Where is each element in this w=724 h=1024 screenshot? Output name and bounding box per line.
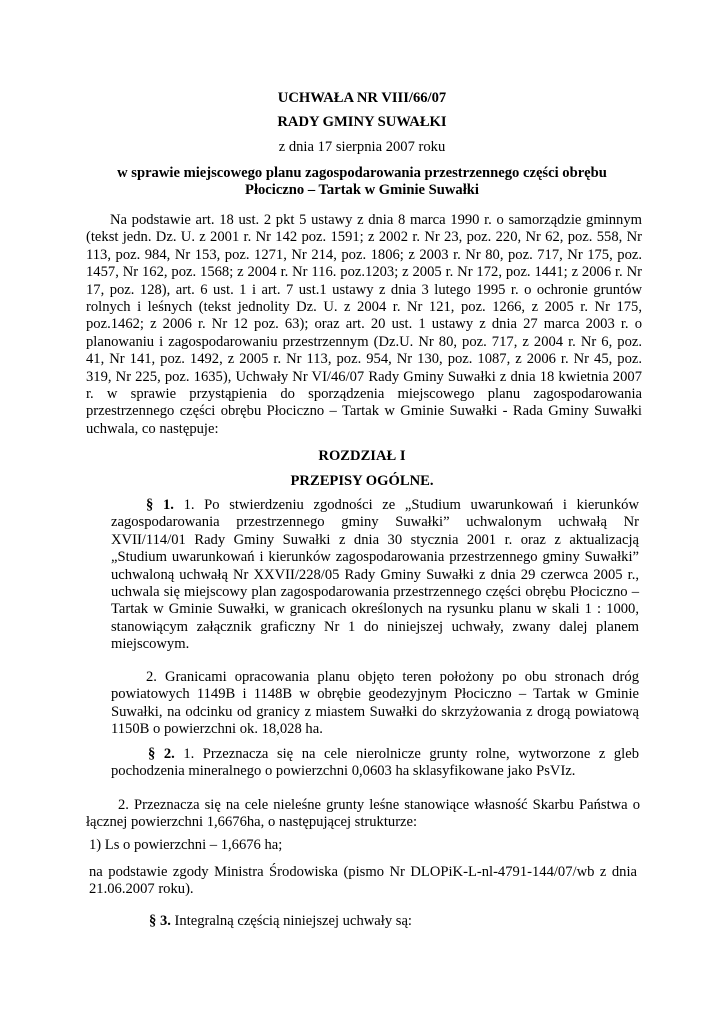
section-1-para-1-text: 1. Po stwierdzeniu zgodności ze „Studium uwarunkowań i kierunków zagospodarowania przestrzennego gminy Suwałki” uchwalonym uchwałą Nr XVII/114/01 Rady Gminy Suwałki z dnia 30 stycznia 2001 r. oraz z aktualizacją „Studium uwarunkowań i kierunków zagospodarowania przestrzennego gminy Suwałki” uchwaloną uchwałą Nr XXVII/228/05 Rady Gminy Suwałki z dnia 29 czerwca 2005 r., uchwala się miejscowy plan zagospodarowania przestrzennego części obrębu Płociczno – Tartak w Gminie Suwałki, w granicach określonych na rysunku planu w skali 1 : 1000, stanowiącym załącznik graficzny Nr 1 do niniejszej uchwały, zwany dalej planem miejscowym. [111,497,639,653]
section-1-para-1 [111,497,639,654]
section-1-sign: § 1. [146,497,174,513]
section-3-sign: § 3. [149,913,171,929]
section-2-para-1-text: 1. Przeznacza się na cele nierolnicze grunty rolne, wytworzone z gleb pochodzenia mineralnego o powierzchni 0,0603 ha sklasyfikowane jako PsVIz. [111,746,639,780]
subject-line-1: w sprawie miejscowego planu zagospodarowania przestrzennego części obrębu [117,165,607,181]
subject-line-2: Płociczno – Tartak w Gminie Suwałki [245,182,479,198]
council-name: RADY GMINY SUWAŁKI [277,114,447,130]
section-2-sign: § 2. [148,746,175,762]
section-3-text: Integralną częścią niniejszej uchwały są: [170,913,412,929]
resolution-date: z dnia 17 sierpnia 2007 roku [278,139,446,155]
section-1-para-2-text: 2. Granicami opracowania planu objęto teren położony po obu stronach dróg powiatowych 1149B i 1148B w obrębie geodezyjnym Płociczno – Tartak w Gminie Suwałki, na odcinku od granicy z miastem Suwałki do skrzyżowania z drogą powiatową 1150B o powierzchni ok. 18,028 ha. [111,669,639,738]
section-2-item-1: 1) Ls o powierzchni – 1,6676 ha; [89,837,283,853]
preamble [86,212,642,438]
section-2-basis-text: na podstawie zgody Ministra Środowiska (pismo Nr DLOPiK-L-nl-4791-144/07/wb z dnia 21.06.2007 roku). [89,864,637,898]
section-1-para-2 [111,669,639,739]
section-2-para-2-text: 2. Przeznacza się na cele nieleśne grunty leśne stanowiące własność Skarbu Państwa o łącznej powierzchni 1,6676ha, o następującej strukturze: [86,797,640,831]
section-2-basis [89,864,637,899]
chapter-subtitle: PRZEPISY OGÓLNE. [290,473,434,489]
chapter-title: ROZDZIAŁ I [318,448,406,464]
section-2-para-1 [111,746,639,781]
section-3 [149,913,629,930]
resolution-title: UCHWAŁA NR VIII/66/07 [277,90,447,106]
section-2-para-2 [86,797,640,832]
preamble-text: Na podstawie art. 18 ust. 2 pkt 5 ustawy z dnia 8 marca 1990 r. o samorządzie gminnym (tekst jedn. Dz. U. z 2001 r. Nr 142 poz. 1591; z 2002 r. Nr 23, poz. 220, Nr 62, poz. 558, Nr 113, poz. 984, Nr 153, poz. 1271, Nr 214, poz. 1806; z 2003 r. Nr 80, poz. 717, Nr 175, poz. 1457, Nr 162, poz. 1568; z 2004 r. Nr 116. poz.1203; z 2005 r. Nr 172, poz. 1441; z 2006 r. Nr 17, poz. 128), art. 6 ust. 1 i art. 7 ust.1 ustawy z dnia 3 lutego 1995 r. o ochronie gruntów rolnych i leśnych (tekst jednolity Dz. U. z 2004 r. Nr 121, poz. 1266, z 2005 r. Nr 175, poz.1462; z 2006 r. Nr 12 poz. 63); oraz art. 20 ust. 1 ustawy z dnia 27 marca 2003 r. o planowaniu i zagospodarowaniu przestrzennym (Dz.U. Nr 80, poz. 717, z 2004 r. Nr 6, poz. 41, Nr 141, poz. 1492, z 2005 r. Nr 113, poz. 954, Nr 130, poz. 1087, z 2006 r. Nr 45, poz. 319, Nr 225, poz. 1635), Uchwały Nr VI/46/07 Rady Gminy Suwałki z dnia 18 kwietnia 2007 r. w sprawie przystąpienia do sporządzenia miejscowego planu zagospodarowania przestrzennego części obrębu Płociczno – Tartak w Gminie Suwałki - Rada Gminy Suwałki uchwala, co następuje: [86,212,642,437]
